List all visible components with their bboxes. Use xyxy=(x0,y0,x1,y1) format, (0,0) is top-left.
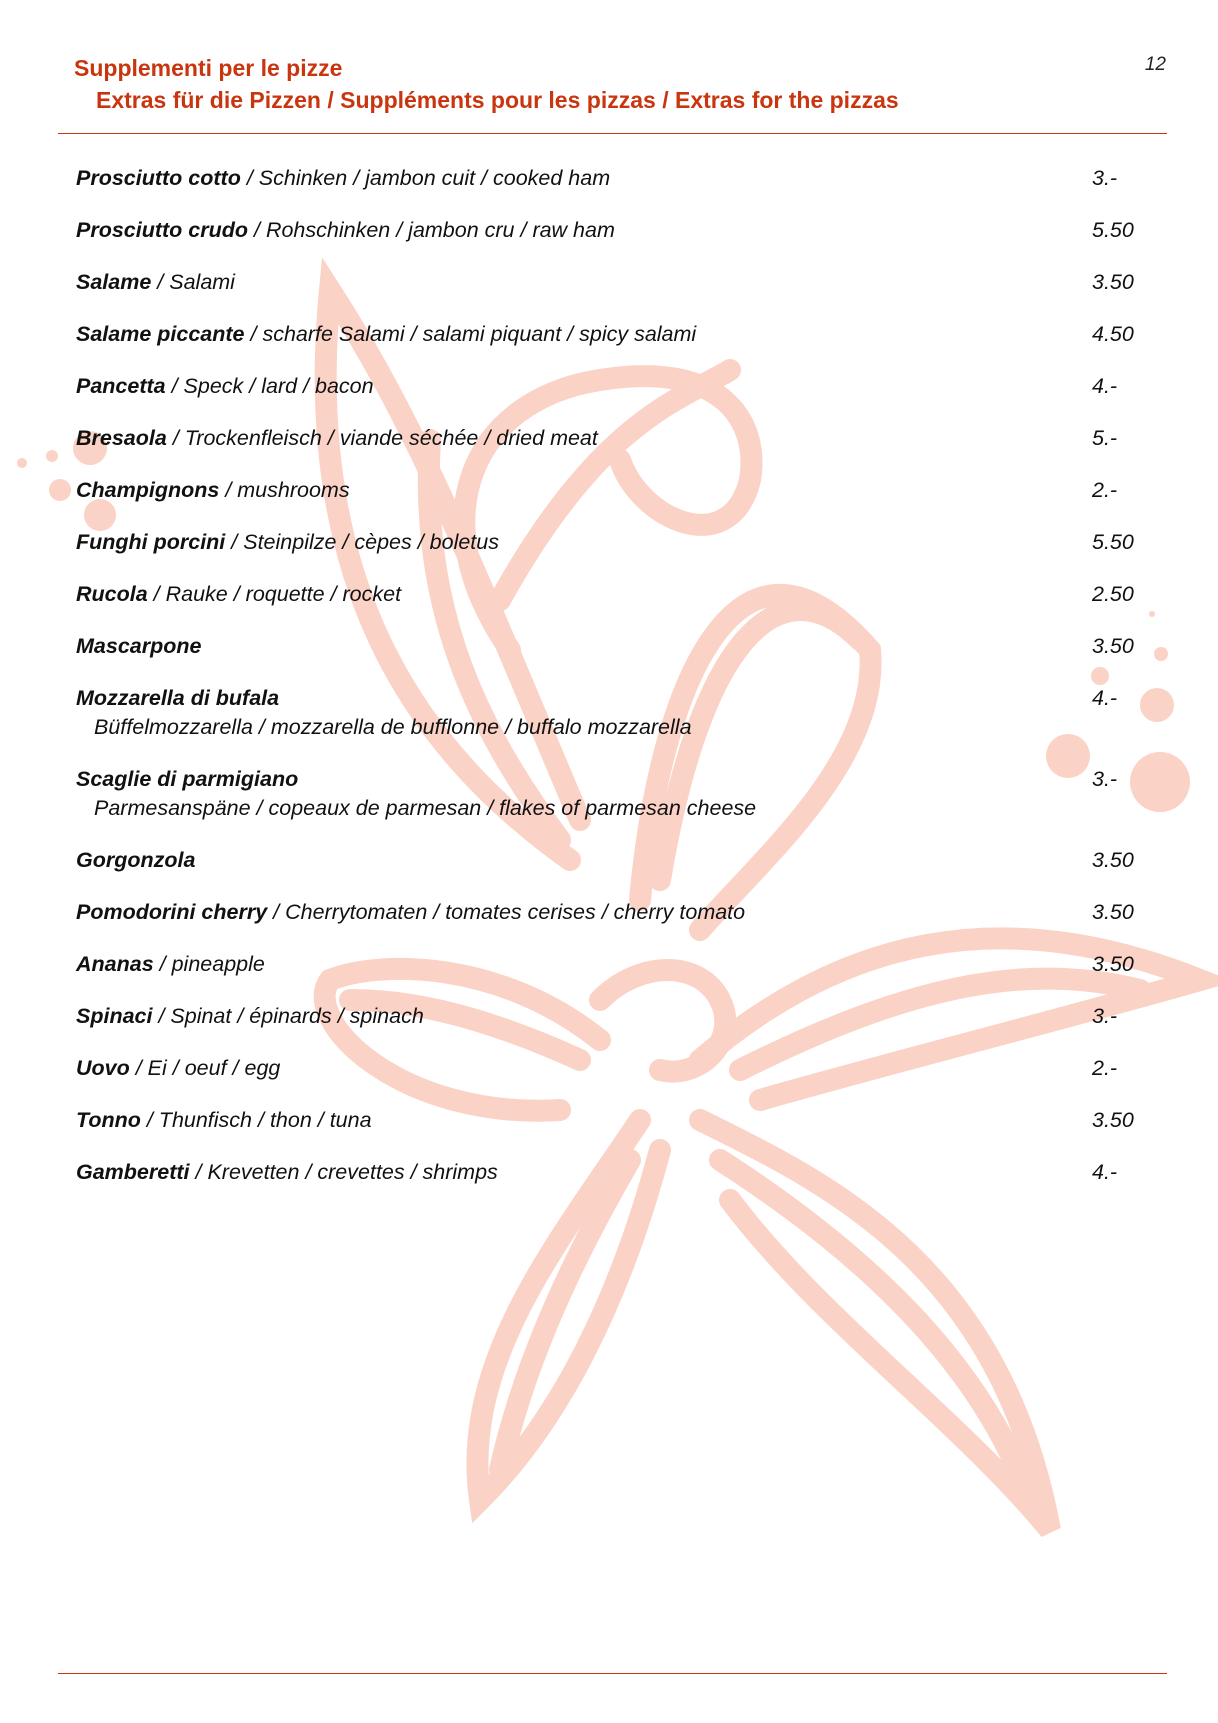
item-price: 3.- xyxy=(1092,166,1118,190)
item-name: Funghi porcini xyxy=(76,530,226,554)
list-item xyxy=(76,1054,1136,1082)
item-name: Prosciutto crudo xyxy=(76,218,249,242)
item-description: / Speck / lard / bacon xyxy=(171,374,374,398)
item-price: 3.- xyxy=(1092,767,1118,791)
item-name: Ananas xyxy=(76,952,154,976)
item-name: Champignons xyxy=(76,478,220,502)
item-name: Gamberetti xyxy=(76,1160,190,1184)
item-name: Gorgonzola xyxy=(76,848,196,872)
item-name: Salame xyxy=(76,270,152,294)
list-item xyxy=(76,846,1136,874)
list-item xyxy=(76,476,1136,504)
item-description: / mushrooms xyxy=(225,478,350,502)
item-price: 5.50 xyxy=(1092,218,1134,242)
list-item xyxy=(76,528,1136,556)
item-price: 3.50 xyxy=(1092,900,1134,924)
list-item xyxy=(76,164,1136,192)
item-translation: Büffelmozzarella / mozzarella de bufflonne / buffalo mozzarella xyxy=(94,715,692,739)
item-price: 3.50 xyxy=(1092,952,1134,976)
item-price: 3.50 xyxy=(1092,1108,1134,1132)
item-description: / Rauke / roquette / rocket xyxy=(153,582,402,606)
item-price: 4.- xyxy=(1092,374,1118,398)
item-name: Rucola xyxy=(76,582,148,606)
item-name: Scaglie di parmigiano xyxy=(76,767,299,791)
item-description: / Spinat / épinards / spinach xyxy=(158,1004,424,1028)
item-name: Bresaola xyxy=(76,426,167,450)
item-price: 4.50 xyxy=(1092,322,1134,346)
page-title: Supplementi per le pizze xyxy=(74,55,343,81)
list-item xyxy=(76,1002,1136,1030)
list-item xyxy=(76,1158,1136,1186)
item-name: Mascarpone xyxy=(76,634,202,658)
item-price: 3.- xyxy=(1092,1004,1118,1028)
list-item xyxy=(76,424,1136,452)
page-number: 12 xyxy=(1144,54,1166,75)
item-name: Salame piccante xyxy=(76,322,245,346)
item-description: / Cherrytomaten / tomates cerises / cherry tomato xyxy=(273,900,746,924)
bottom-divider xyxy=(58,1673,1167,1674)
item-description: / Trockenfleisch / viande séchée / dried meat xyxy=(172,426,598,450)
item-description: / Salami xyxy=(157,270,235,294)
list-item xyxy=(76,580,1136,608)
list-item xyxy=(76,268,1136,296)
item-name: Spinaci xyxy=(76,1004,153,1028)
item-price: 2.50 xyxy=(1092,582,1134,606)
item-price: 3.50 xyxy=(1092,848,1134,872)
item-name: Pancetta xyxy=(76,374,166,398)
item-description: / scharfe Salami / salami piquant / spicy salami xyxy=(250,322,697,346)
list-item xyxy=(76,1106,1136,1134)
menu-heading xyxy=(74,52,899,116)
item-name: Prosciutto cotto xyxy=(76,166,241,190)
item-price: 4.- xyxy=(1092,686,1118,710)
item-price: 5.- xyxy=(1092,426,1118,450)
list-item xyxy=(76,765,1136,822)
item-price: 5.50 xyxy=(1092,530,1134,554)
item-description: / Schinken / jambon cuit / cooked ham xyxy=(246,166,611,190)
top-divider xyxy=(58,133,1167,134)
item-description: / Ei / oeuf / egg xyxy=(135,1056,281,1080)
item-price: 2.- xyxy=(1092,1056,1118,1080)
item-description: / Rohschinken / jambon cru / raw ham xyxy=(254,218,615,242)
page-subtitle: Extras für die Pizzen / Suppléments pour les pizzas / Extras for the pizzas xyxy=(96,87,899,113)
item-description: / Krevetten / crevettes / shrimps xyxy=(195,1160,498,1184)
item-price: 3.50 xyxy=(1092,270,1134,294)
item-name: Uovo xyxy=(76,1056,130,1080)
list-item xyxy=(76,898,1136,926)
item-name: Tonno xyxy=(76,1108,141,1132)
list-item xyxy=(76,684,1136,741)
item-price: 2.- xyxy=(1092,478,1118,502)
list-item xyxy=(76,372,1136,400)
item-price: 4.- xyxy=(1092,1160,1118,1184)
item-description: / Steinpilze / cèpes / boletus xyxy=(231,530,499,554)
list-item xyxy=(76,632,1136,660)
item-translation: Parmesanspäne / copeaux de parmesan / flakes of parmesan cheese xyxy=(94,796,757,820)
list-item xyxy=(76,216,1136,244)
list-item xyxy=(76,320,1136,348)
item-name: Pomodorini cherry xyxy=(76,900,268,924)
item-description: / pineapple xyxy=(159,952,265,976)
item-description: / Thunfisch / thon / tuna xyxy=(146,1108,372,1132)
list-item xyxy=(76,950,1136,978)
item-price: 3.50 xyxy=(1092,634,1134,658)
item-name: Mozzarella di bufala xyxy=(76,686,280,710)
